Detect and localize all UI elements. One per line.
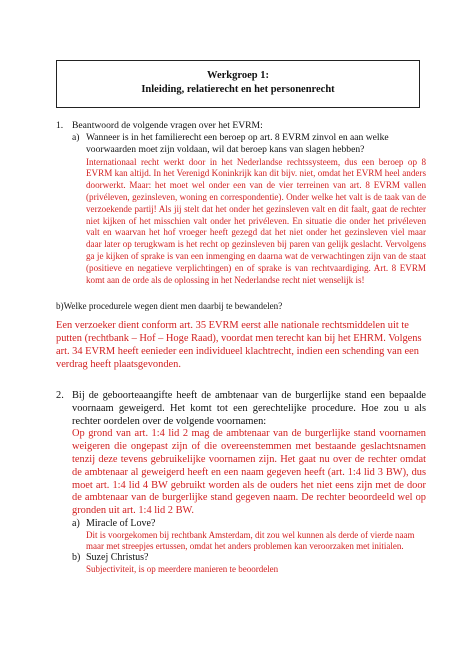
question-2b-text: Suzej Christus?	[86, 551, 149, 563]
answer-1b: Een verzoeker dient conform art. 35 EVRM eerst alle nationale rechtsmiddelen uit te putten (rechtbank – Hof – Hoge Raad), voordat men terecht kan bij het EHRM. Volgens art. 34 EVRM heeft eenieder een individueel klachtrecht, indien een schending van een verdrag heeft plaatsgevonden.	[56, 320, 422, 370]
question-2-text: Bij de geboorteaangifte heeft de ambtenaar van de burgerlijke stand een bepaalde voornaam geweigerd. Het komt tot een gerechtelijke procedure. Hoe zou u als rechter oordelen over de volgende voornamen:	[72, 390, 426, 427]
title-line-1: Werkgroep 1:	[207, 70, 269, 81]
question-2b-label: b)	[72, 551, 81, 563]
title-line-2: Inleiding, relatierecht en het personenrecht	[141, 84, 335, 95]
answer-1a: Internationaal recht werkt door in het Nederlandse rechtssysteem, dus een beroep op 8 EVRM kan altijd. In het Verenigd Koninkrijk kan dit bijv. niet, omdat het EVRM heel anders doorwerkt. Maar: het moet wel onder een van de vier terreinen van art. 8 EVRM vallen (privéleven, gezinsleven, woning en correspondentie). Onder welke het valt is de taak van de verzoekende partij! Als jij stelt dat het onder het gezinsleven valt en dit faalt, gaat de rechter niet kijken of het misschien valt onder het privéleven. En situatie die onder het privéleven valt en waarvan het hof vroeger heeft gezegd dat het niet onder het gezinsleven viel maar daar later op terugkwam is het recht op gezinsleven bij paren van gelijk geslacht. Vervolgens ga je kijken of sprake is van een inmenging en daarna wat de verwachtingen zijn van de staat (positieve en negatieve verplichtingen) en of sprake is van rechtvaardiging. Art. 8 EVRM komt aan de orde als de oplossing in het Nederlandse recht niet wenselijk is!	[86, 156, 426, 285]
question-1a	[72, 132, 426, 156]
question-1b-text: b)Welke procedurele wegen dient men daarbij te bewandelen?	[56, 301, 283, 311]
question-2	[56, 390, 426, 575]
question-2-number: 2.	[56, 390, 64, 401]
question-1a-label: a)	[72, 132, 80, 144]
question-2a	[72, 518, 426, 530]
answer-2a: Dit is voorgekomen bij rechtbank Amsterdam, dit zou wel kunnen als derde of vierde naam maar met streepjes ertussen, omdat het anders problemen kan veroorzaken met initialen.	[86, 529, 415, 551]
question-1a-text: Wanneer is in het familierecht een beroep op art. 8 EVRM zinvol en aan welke voorwaarden moet zijn voldaan, wil dat beroep kans van slagen hebben?	[86, 132, 389, 156]
question-1	[56, 120, 426, 286]
question-2b	[72, 552, 426, 564]
question-2a-label: a)	[72, 517, 80, 529]
question-2a-text: Miracle of Love?	[86, 517, 156, 529]
question-1-number: 1.	[56, 120, 64, 131]
question-1-text: Beantwoord de volgende vragen over het EVRM:	[72, 120, 263, 131]
answer-2: Op grond van art. 1:4 lid 2 mag de ambtenaar van de burgerlijke stand voornamen weigeren die ongepast zijn of die overeenstemmen met bestaande geslachtsnamen tenzij deze tevens gebruikelijke voornamen zijn. Het gaat nu over de rechter omdat de ambtenaar al geweigerd heeft en een naam gegeven heeft (art. 1:4 lid 3 BW), dus moet art. 1:4 lid 4 BW gebruikt worden als de ouders het niet eens zijn met de door de ambtenaar van de burgerlijke stand gegeven naam. De rechter beoordeeld wel op gronden uit art. 1:4 lid 2 BW.	[72, 428, 426, 517]
answer-2b: Subjectiviteit, is op meerdere manieren te beoordelen	[86, 563, 279, 574]
title-box	[56, 60, 420, 108]
